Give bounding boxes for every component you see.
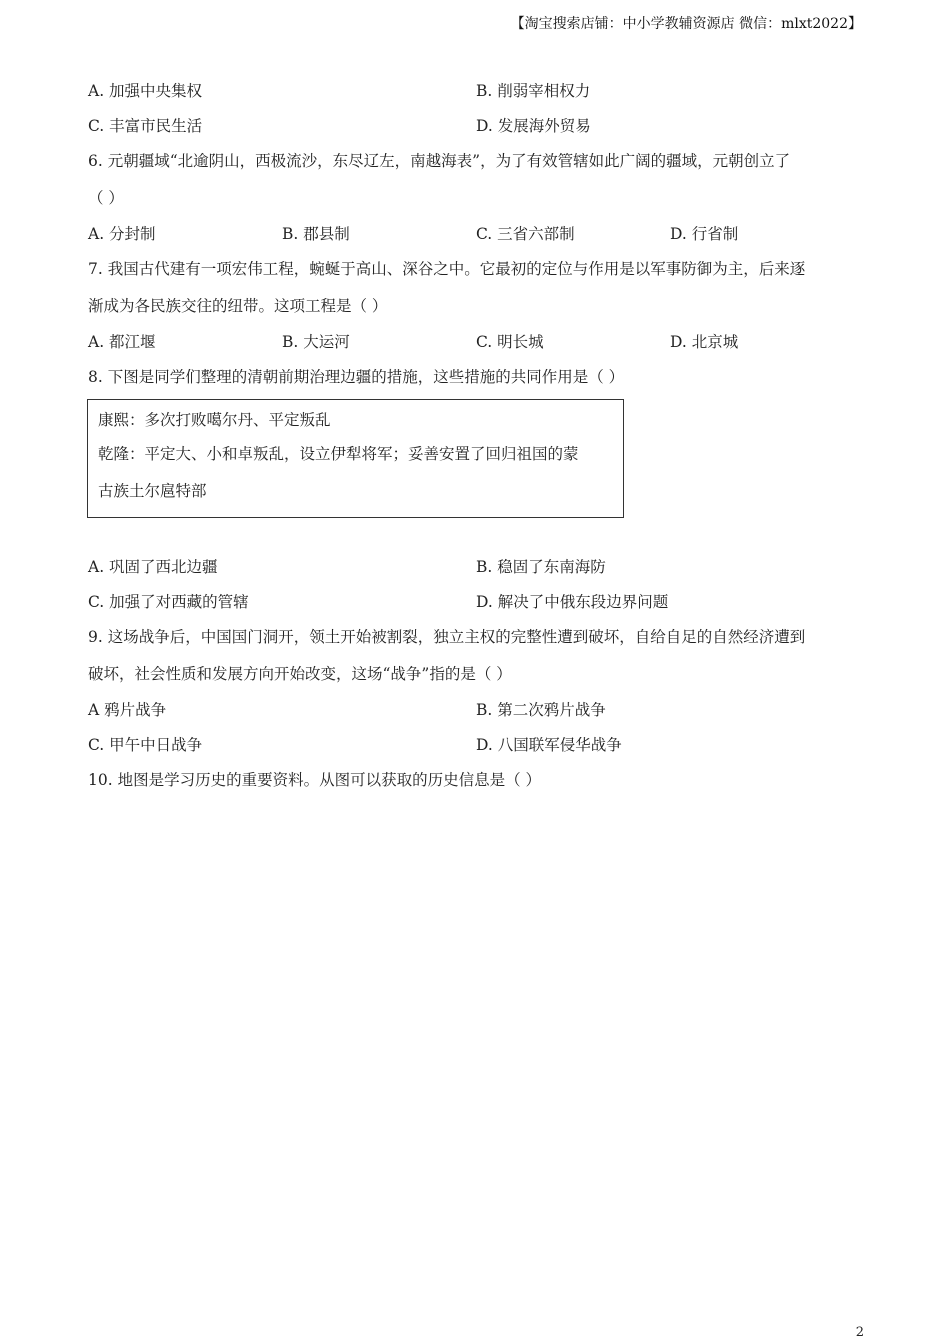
q6-stem-line1: 6. 元朝疆域“北逾阴山，西极流沙，东尽辽左，南越海表”，为了有效管辖如此广阔的疆域，元朝创立了: [88, 152, 791, 170]
q5-option-a: A. 加强中央集权: [88, 82, 203, 100]
q8-option-a: A. 巩固了西北边疆: [88, 558, 218, 576]
q5-option-d: D. 发展海外贸易: [476, 117, 591, 135]
q8-box-line-qianlong-cont: 古族土尔扈特部: [98, 482, 207, 500]
q7-option-a: A. 都江堰: [88, 333, 156, 351]
q8-info-box: [87, 399, 624, 518]
q9-stem-line1: 9. 这场战争后，中国国门洞开，领土开始被割裂，独立主权的完整性遭到破坏，自给自足的自然经济遭到: [88, 628, 806, 646]
q9-option-c: C. 甲午中日战争: [88, 736, 203, 754]
q6-stem-line2: （ ）: [88, 189, 124, 207]
q6-option-c: C. 三省六部制: [476, 225, 575, 243]
page-number: 2: [855, 1325, 864, 1340]
q9-option-b: B. 第二次鸦片战争: [476, 701, 606, 719]
q6-option-a: A. 分封制: [88, 225, 156, 243]
q8-option-b: B. 稳固了东南海防: [476, 558, 606, 576]
q7-stem-line1: 7. 我国古代建有一项宏伟工程，蜿蜒于高山、深谷之中。它最初的定位与作用是以军事防御为主，后来逐: [88, 260, 806, 278]
q7-option-b: B. 大运河: [282, 333, 350, 351]
q8-box-line-qianlong: 乾隆：平定大、小和卓叛乱，设立伊犁将军；妥善安置了回归祖国的蒙: [98, 445, 579, 463]
q7-option-d: D. 北京城: [670, 333, 739, 351]
q8-option-c: C. 加强了对西藏的管辖: [88, 593, 249, 611]
q6-option-d: D. 行省制: [670, 225, 739, 243]
q6-option-b: B. 郡县制: [282, 225, 350, 243]
q5-option-c: C. 丰富市民生活: [88, 117, 203, 135]
page-header: 【淘宝搜索店铺：中小学教辅资源店 微信：mlxt2022】: [510, 16, 862, 32]
q10-stem: 10. 地图是学习历史的重要资料。从图可以获取的历史信息是（ ）: [88, 771, 542, 789]
q8-box-line-kangxi: 康熙：多次打败噶尔丹、平定叛乱: [98, 411, 331, 429]
q9-option-a: A 鸦片战争: [88, 701, 167, 719]
q5-option-b: B. 削弱宰相权力: [476, 82, 591, 100]
q7-option-c: C. 明长城: [476, 333, 544, 351]
q7-stem-line2: 渐成为各民族交往的纽带。这项工程是（ ）: [88, 297, 388, 315]
q8-stem: 8. 下图是同学们整理的清朝前期治理边疆的措施，这些措施的共同作用是（ ）: [88, 368, 625, 386]
q9-option-d: D. 八国联军侵华战争: [476, 736, 622, 754]
q8-option-d: D. 解决了中俄东段边界问题: [476, 593, 669, 611]
q9-stem-line2: 破坏，社会性质和发展方向开始改变，这场“战争”指的是（ ）: [88, 665, 512, 683]
